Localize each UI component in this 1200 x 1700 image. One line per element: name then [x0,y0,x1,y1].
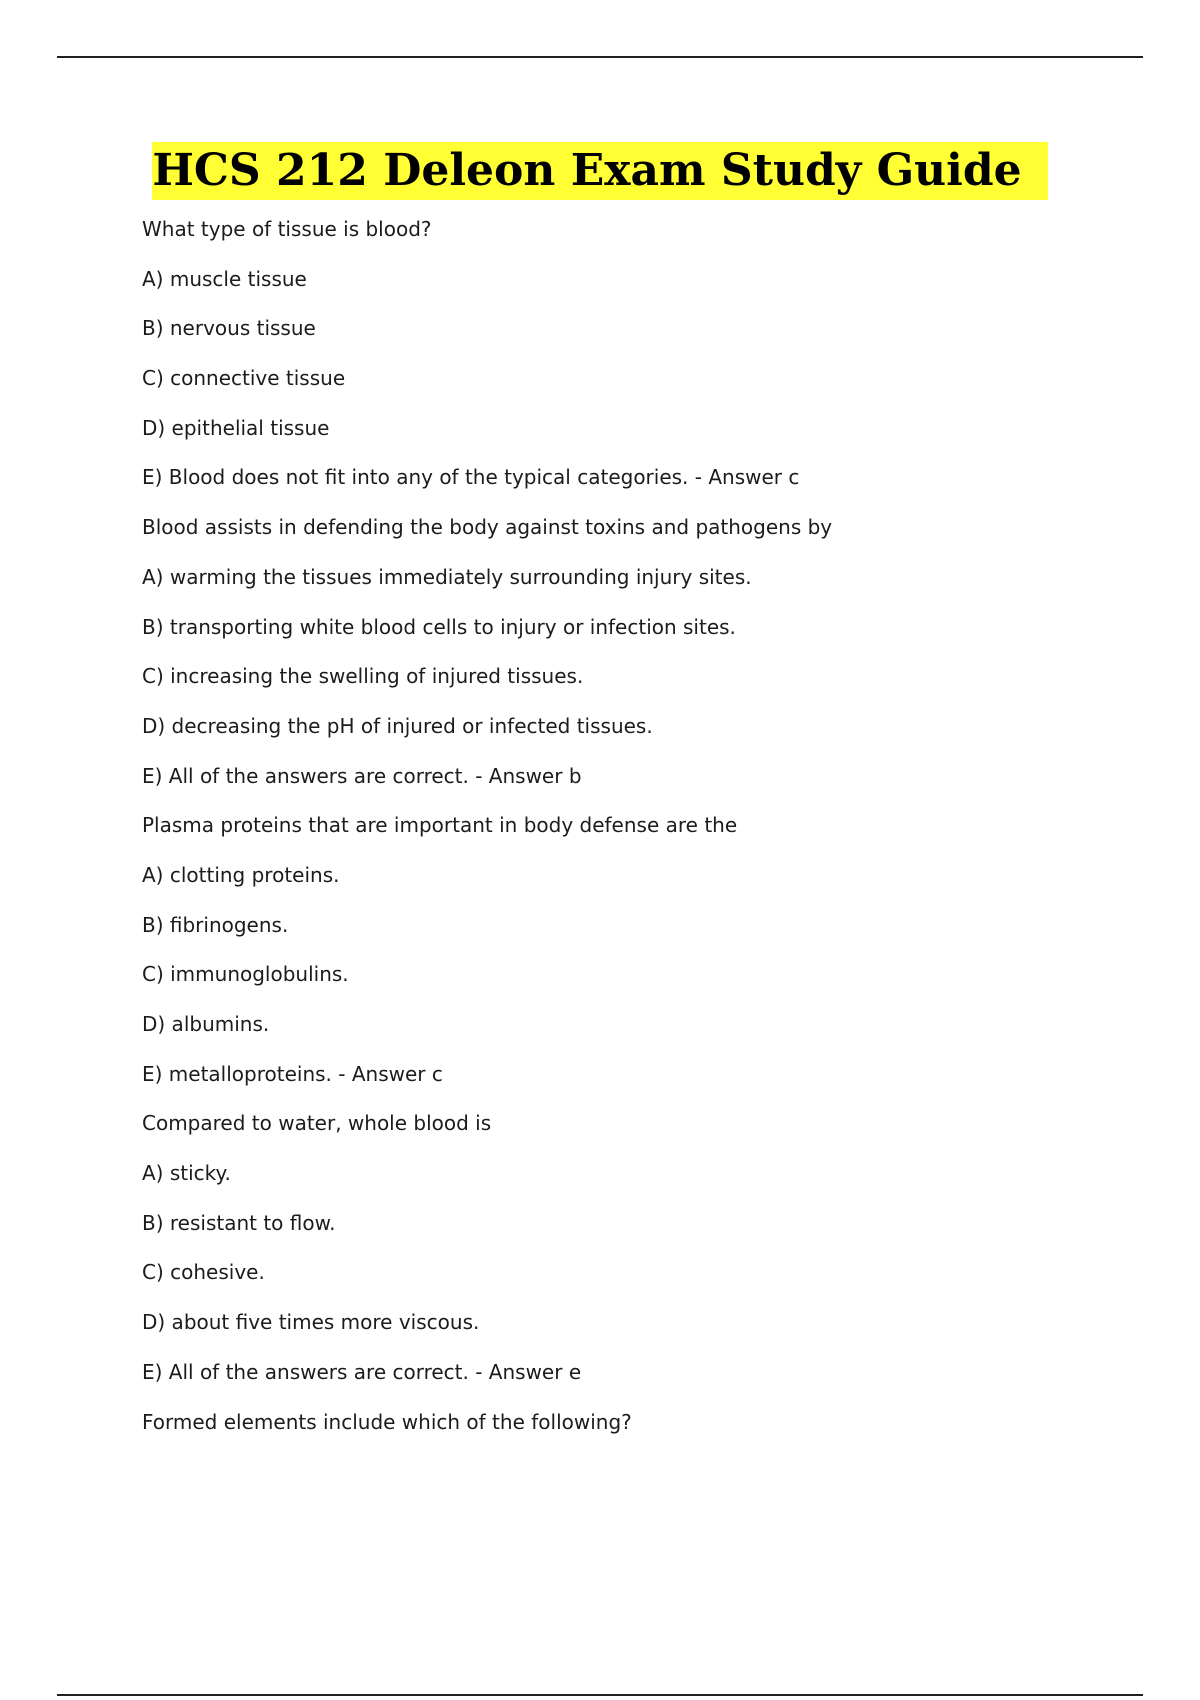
question-line: Plasma proteins that are important in body defense are the [142,813,738,838]
option-line: B) resistant to flow. [142,1210,336,1235]
option-line: B) transporting white blood cells to injury or infection sites. [142,614,736,639]
option-line: A) muscle tissue [142,266,307,291]
option-line: A) sticky. [142,1161,231,1186]
answer-line: E) metalloproteins. - Answer c [142,1061,443,1086]
option-line: C) cohesive. [142,1260,265,1285]
option-line: D) about five times more viscous. [142,1310,480,1335]
question-line: What type of tissue is blood? [142,217,432,241]
option-line: C) immunoglobulins. [142,962,349,987]
option-line: B) nervous tissue [142,316,316,341]
answer-line: E) All of the answers are correct. - Answer b [142,763,582,788]
document-title: HCS 212 Deleon Exam Study Guide [152,142,1047,200]
question-line: Compared to water, whole blood is [142,1111,492,1136]
header-rule [57,56,1143,58]
option-line: A) clotting proteins. [142,862,340,887]
option-line: D) epithelial tissue [142,415,330,440]
option-line: B) fibrinogens. [142,912,289,937]
question-line: Formed elements include which of the following? [142,1409,632,1434]
title-block [0,142,1200,200]
study-guide-content [142,217,1102,1459]
answer-line: E) All of the answers are correct. - Answer e [142,1359,582,1384]
option-line: D) decreasing the pH of injured or infected tissues. [142,713,653,738]
footer-rule [57,1694,1143,1696]
option-line: D) albumins. [142,1012,270,1036]
option-line: A) warming the tissues immediately surrounding injury sites. [142,564,752,589]
answer-line: E) Blood does not fit into any of the typical categories. - Answer c [142,465,800,490]
question-line: Blood assists in defending the body against toxins and pathogens by [142,515,833,540]
option-line: C) connective tissue [142,366,346,391]
option-line: C) increasing the swelling of injured tissues. [142,664,584,689]
